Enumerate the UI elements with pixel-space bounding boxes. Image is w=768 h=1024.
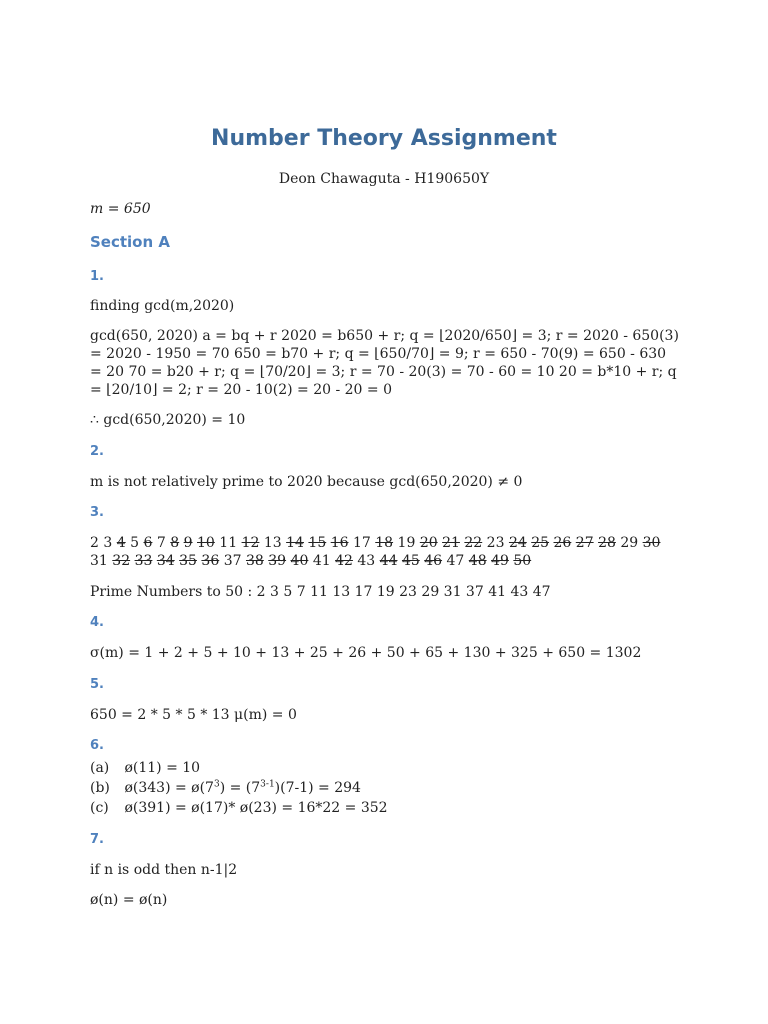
- sieve-number: 50: [513, 553, 532, 569]
- sieve-number: 39: [268, 553, 287, 569]
- sieve-number: 3: [103, 535, 113, 551]
- q6-b-exp2: 3-1: [260, 779, 275, 790]
- q3-number: 3.: [90, 505, 104, 520]
- q5-text: 650 = 2 * 5 * 5 * 13 μ(m) = 0: [90, 707, 297, 723]
- sieve-number: 27: [575, 535, 594, 551]
- q3-primes: Prime Numbers to 50 : 2 3 5 7 11 13 17 19 23 29 31 37 41 43 47: [90, 584, 551, 600]
- sieve-number: 15: [308, 535, 327, 551]
- q3-sieve: [90, 534, 680, 570]
- sieve-number: 37: [223, 553, 242, 569]
- sieve-number: 11: [219, 535, 238, 551]
- sieve-number: 46: [424, 553, 443, 569]
- q6-number: 6.: [90, 738, 104, 753]
- sieve-number: 2: [90, 535, 99, 551]
- sieve-number: 14: [286, 535, 304, 551]
- sieve-number: 35: [179, 553, 197, 569]
- sieve-number: 45: [401, 553, 420, 569]
- sieve-number: 31: [90, 553, 108, 569]
- q1-work-text: gcd(650, 2020) a = bq + r 2020 = b650 + r; q = ⌊2020/650⌋ = 3; r = 2020 - 650(3) = 2020 - 1950 = 70 650 = b70 + r; q = ⌊650/70⌋ = 9; r = 650 - 70(9) = 650 - 630 = 20 70 = b20 + r; q = ⌊70/20⌋ = 3; r = 70 - 20(3) = 70 - 60 = 10 20 = b*10 + r; q = ⌊20/10⌋ = 2; r = 20 - 10(2) = 20 - 20 = 0: [90, 328, 679, 398]
- sieve-number: 9: [183, 535, 193, 551]
- sieve-number: 24: [508, 535, 527, 551]
- sieve-number: 16: [330, 535, 349, 551]
- q6-c-label: (c): [90, 800, 109, 816]
- document-title: Number Theory Assignment: [211, 126, 557, 151]
- sieve-number: 29: [620, 535, 639, 551]
- sieve-number: 22: [464, 535, 483, 551]
- sieve-number: 41: [312, 553, 331, 569]
- sieve-number: 12: [241, 535, 260, 551]
- sieve-number: 38: [245, 553, 264, 569]
- q1-work: [90, 327, 680, 399]
- q1-result: ∴ gcd(650,2020) = 10: [90, 412, 246, 428]
- sieve-number: 6: [143, 535, 153, 551]
- sieve-number: 36: [201, 553, 220, 569]
- sieve-number: 28: [598, 535, 616, 551]
- q2-number: 2.: [90, 444, 104, 459]
- sieve-number: 25: [531, 535, 550, 551]
- q6-part-a: [90, 759, 680, 777]
- q4-text: σ(m) = 1 + 2 + 5 + 10 + 13 + 25 + 26 + 50 + 65 + 130 + 325 + 650 = 1302: [90, 645, 642, 661]
- q5-number: 5.: [90, 677, 104, 692]
- sieve-number: 48: [468, 553, 487, 569]
- sieve-number: 5: [130, 535, 140, 551]
- sieve-number: 10: [197, 535, 215, 551]
- sieve-number: 44: [379, 553, 398, 569]
- sieve-number: 4: [116, 535, 126, 551]
- sieve-number: 32: [112, 553, 131, 569]
- q6-part-c: [90, 799, 680, 817]
- sieve-number: 13: [263, 535, 282, 551]
- q6-c-text: ø(391) = ø(17)* ø(23) = 16*22 = 352: [124, 800, 388, 816]
- sieve-number: 40: [290, 553, 309, 569]
- sieve-number: 30: [642, 535, 661, 551]
- sieve-number: 8: [170, 535, 180, 551]
- q7-number: 7.: [90, 832, 104, 847]
- sieve-number: 20: [419, 535, 438, 551]
- sieve-number: 18: [375, 535, 394, 551]
- sieve-number: 21: [442, 535, 460, 551]
- q6-b-label: (b): [90, 780, 110, 796]
- author-line: Deon Chawaguta - H190650Y: [278, 171, 490, 187]
- q6-b-exp1: 3: [213, 779, 220, 790]
- q7-line1: if n is odd then n-1|2: [90, 862, 238, 878]
- q6-b-post: )(7-1) = 294: [274, 780, 361, 796]
- sieve-number: 33: [134, 553, 153, 569]
- sieve-number: 17: [352, 535, 371, 551]
- q1-intro: finding gcd(m,2020): [90, 298, 235, 314]
- q7-line2: ø(n) = ø(n): [90, 892, 168, 908]
- sieve-number: 42: [335, 553, 353, 569]
- q6-b-mid: ) = (7: [219, 780, 261, 796]
- sieve-number: 19: [397, 535, 416, 551]
- sieve-number: 47: [446, 553, 465, 569]
- sieve-number: 23: [486, 535, 505, 551]
- q6-a-label: (a): [90, 760, 110, 776]
- q1-number: 1.: [90, 269, 104, 284]
- m-definition: m = 650: [90, 201, 151, 217]
- sieve-number: 34: [156, 553, 175, 569]
- sieve-number: 49: [491, 553, 509, 569]
- q2-text: m is not relatively prime to 2020 because gcd(650,2020) ≠ 0: [90, 474, 523, 490]
- q6-part-b: [90, 779, 680, 797]
- sieve-number: 43: [357, 553, 376, 569]
- sieve-number: 26: [553, 535, 572, 551]
- q6-a-text: ø(11) = 10: [124, 760, 201, 776]
- q4-number: 4.: [90, 615, 104, 630]
- section-a-heading: Section A: [90, 233, 170, 251]
- q6-b-pre: ø(343) = ø(7: [124, 780, 214, 796]
- sieve-number: 7: [156, 535, 166, 551]
